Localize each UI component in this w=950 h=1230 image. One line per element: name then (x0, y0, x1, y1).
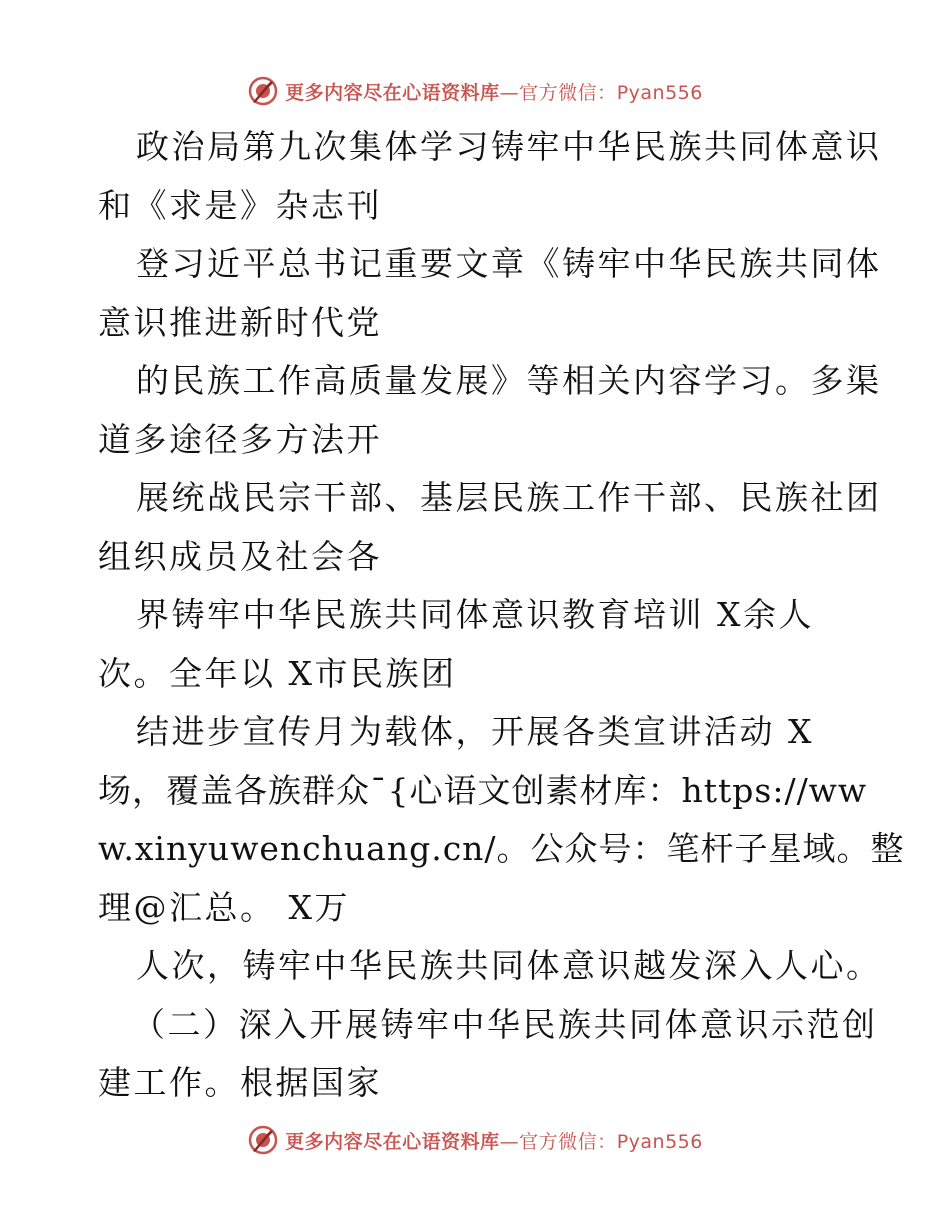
body-line: 建工作。根据国家 (98, 1063, 382, 1102)
body-line: （二）深入开展铸牢中华民族共同体意识示范创 (132, 1004, 878, 1044)
body-line: 组织成员及社会各 (98, 536, 382, 576)
body-line: 次。全年以 X市民族团 (98, 653, 457, 693)
body-line: 场，覆盖各族群众¯{心语文创素材库：https://ww (98, 770, 868, 810)
body-line: 展统战民宗干部、基层民族工作干部、民族社团 (136, 478, 882, 517)
quill-seal-icon (247, 1124, 279, 1156)
header-watermark-banner (0, 71, 950, 111)
body-line: w.xinyuwenchuang.cn/。公众号：笔杆子星域。整 (98, 829, 905, 868)
body-line: 的民族工作高质量发展》等相关内容学习。多渠 (136, 361, 882, 400)
footer-watermark-banner (0, 1120, 950, 1160)
body-line: 理@汇总。 X万 (98, 887, 350, 927)
body-line: 政治局第九次集体学习铸牢中华民族共同体意识 (136, 127, 882, 166)
body-line: 结进步宣传月为载体，开展各类宣讲活动 X (136, 712, 814, 751)
body-line: 界铸牢中华民族共同体意识教育培训 X余人 (136, 595, 814, 634)
body-line: 和《求是》杂志刊 (98, 185, 382, 225)
watermark-text: 更多内容尽在心语资料库—官方微信：Pyan556 (285, 81, 703, 104)
watermark-text: 更多内容尽在心语资料库—官方微信：Pyan556 (285, 1130, 703, 1153)
body-line: 登习近平总书记重要文章《铸牢中华民族共同体 (136, 244, 882, 283)
body-line: 人次，铸牢中华民族共同体意识越发深入人心。 (136, 946, 882, 985)
quill-seal-icon (247, 75, 279, 107)
body-line: 道多途径多方法开 (98, 419, 382, 459)
document-body (98, 118, 905, 1113)
body-line: 意识推进新时代党 (98, 302, 382, 342)
